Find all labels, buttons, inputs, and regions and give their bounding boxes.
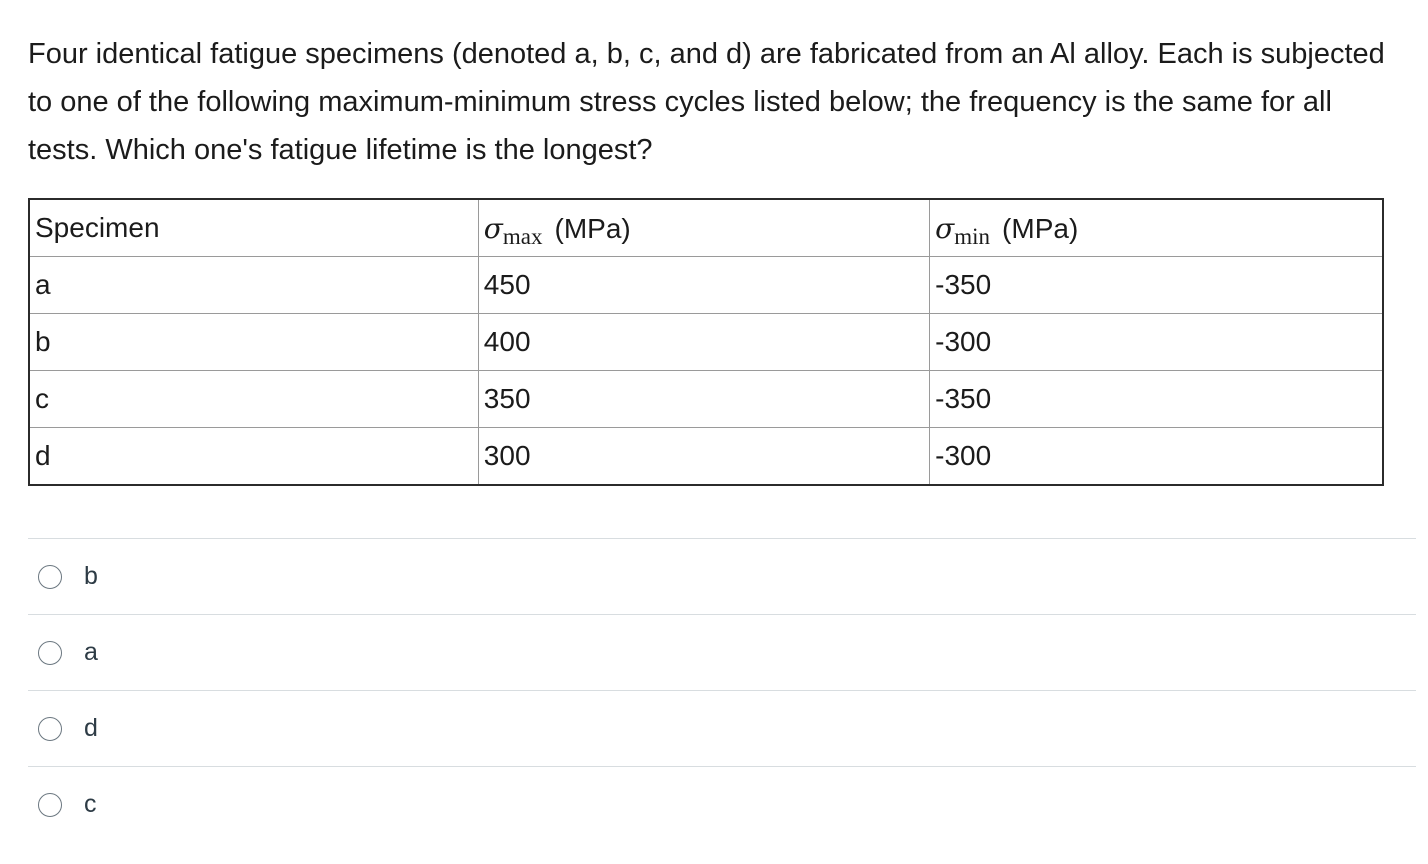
- sigma-symbol: σ: [483, 211, 503, 245]
- answer-option-d[interactable]: [28, 690, 1416, 766]
- specimen-cell: c: [29, 371, 478, 428]
- answer-option-a[interactable]: [28, 614, 1416, 690]
- radio-button[interactable]: [38, 565, 62, 589]
- table-row: [29, 314, 1383, 371]
- header-sigma-min: [930, 199, 1383, 257]
- table-row: [29, 428, 1383, 486]
- unit-label: (MPa): [1002, 212, 1079, 244]
- min-stress-cell: -300: [930, 428, 1383, 486]
- sigma-symbol: σ: [935, 211, 955, 245]
- answer-label: c: [84, 790, 97, 818]
- specimen-cell: d: [29, 428, 478, 486]
- min-subscript: min: [954, 223, 991, 249]
- min-stress-cell: -300: [930, 314, 1383, 371]
- max-stress-cell: 400: [478, 314, 929, 371]
- answer-option-b[interactable]: [28, 538, 1416, 614]
- radio-button[interactable]: [38, 641, 62, 665]
- specimen-cell: b: [29, 314, 478, 371]
- answer-label: d: [84, 714, 98, 742]
- max-subscript: max: [502, 223, 543, 249]
- question-text: Four identical fatigue specimens (denoted a, b, c, and d) are fabricated from an Al alloy. Each is subjected to one of the following maximum-minimum stress cycles listed below; the frequency is the same for all tests. Which one's fatigue lifetime is the longest?: [28, 38, 1385, 166]
- specimen-cell: a: [29, 257, 478, 314]
- answer-list: [28, 538, 1416, 842]
- max-stress-cell: 350: [478, 371, 929, 428]
- stress-cycle-table: [28, 198, 1384, 486]
- max-stress-cell: 450: [478, 257, 929, 314]
- header-specimen: Specimen: [29, 199, 478, 257]
- answer-label: b: [84, 562, 98, 590]
- max-stress-cell: 300: [478, 428, 929, 486]
- header-sigma-max: [478, 199, 929, 257]
- min-stress-cell: -350: [930, 371, 1383, 428]
- min-stress-cell: -350: [930, 257, 1383, 314]
- unit-label: (MPa): [554, 212, 631, 244]
- answer-option-c[interactable]: [28, 766, 1416, 842]
- answer-label: a: [84, 638, 98, 666]
- table-row: [29, 257, 1383, 314]
- radio-button[interactable]: [38, 717, 62, 741]
- radio-button[interactable]: [38, 793, 62, 817]
- table-header-row: [29, 199, 1383, 257]
- table-row: [29, 371, 1383, 428]
